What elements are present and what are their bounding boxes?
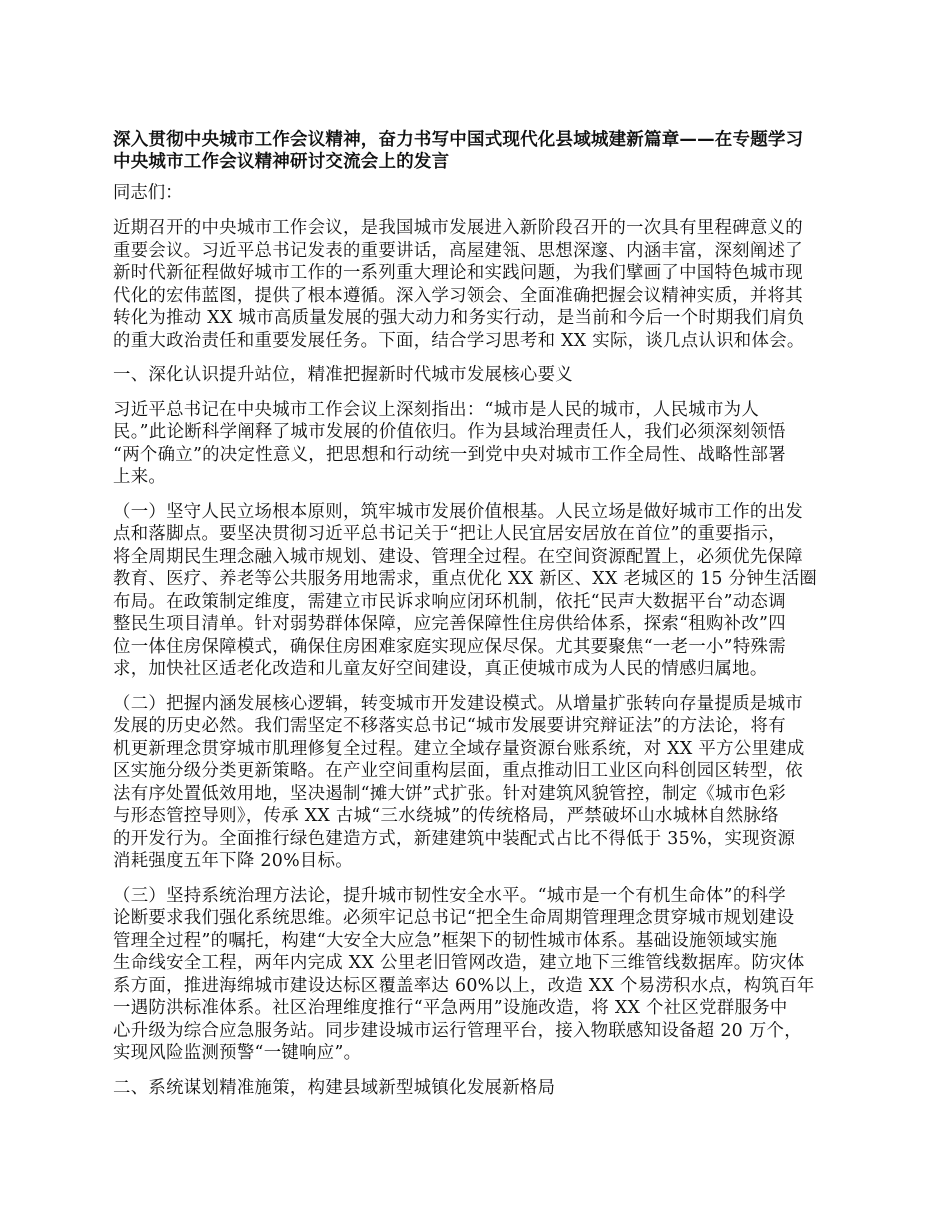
text-line: 重要会议。习近平总书记发表的重要讲话，高屋建瓴、思想深邃、内涵丰富，深刻阐述了: [113, 240, 803, 261]
text-line: 求，加快社区适老化改造和儿童友好空间建设，真正使城市成为人民的情感归属地。: [113, 659, 768, 679]
section1-intro-paragraph: [113, 399, 837, 489]
intro-paragraph: [113, 217, 837, 352]
text-line: 将全周期民生理念融入城市规划、建设、管理全过程。在空间资源配置上，必须优先保障: [113, 546, 803, 567]
text-line: 整民生项目清单。针对弱势群体保障，应完善保障性住房供给体系，探索“租购补改”四: [113, 614, 786, 634]
title-line: 深入贯彻中央城市工作会议精神，奋力书写中国式现代化县域城建新篇章——在专题学习: [113, 130, 804, 150]
text-line: 生命线安全工程，两年内完成 XX 公里老旧管网改造，建立地下三维管线数据库。防灾体: [113, 953, 805, 973]
text-line: 系方面，推进海绵城市建设达标区覆盖率达 60%以上，改造 XX 个易涝积水点，构筑百年: [113, 975, 815, 996]
document-title: [113, 129, 837, 173]
text-line: 心升级为综合应急服务站。同步建设城市运行管理平台，接入物联感知设备超 20 万个，: [113, 1020, 802, 1041]
text-line: 位一体住房保障模式，确保住房困难家庭实现应保尽保。尤其要聚焦“一老一小”特殊需: [113, 636, 786, 657]
text-line: （三）坚持系统治理方法论，提升城市韧性安全水平。“城市是一个有机生命体”的科学: [113, 885, 786, 906]
text-line: 转化为推动 XX 城市高质量发展的强大动力和务实行动，是当前和今后一个时期我们肩负: [113, 308, 805, 328]
text-line: 消耗强度五年下降 20%目标。: [113, 851, 353, 871]
text-line: 近期召开的中央城市工作会议，是我国城市发展进入新阶段召开的一次具有里程碑意义的: [113, 218, 803, 238]
section-heading-1: 一、深化认识提升站位，精准把握新时代城市发展核心要义: [113, 365, 573, 385]
text-line: 发展的历史必然。我们需坚定不移落实总书记“城市发展要讲究辩证法”的方法论，将有: [113, 716, 786, 736]
text-line: 法有序处置低效用地，坚决遏制“摊大饼”式扩张。针对建筑风貌管控，制定《城市色彩: [113, 783, 786, 804]
title-line: 中央城市工作会议精神研讨交流会上的发言: [113, 152, 450, 172]
text-line: （一）坚守人民立场根本原则，筑牢城市发展价值根基。人民立场是做好城市工作的出发: [113, 501, 803, 522]
text-line: 教育、医疗、养老等公共服务用地需求，重点优化 XX 新区、XX 老城区的 15 分钟生活圈: [113, 569, 818, 589]
text-line: 论断要求我们强化系统思维。必须牢记总书记“把全生命周期管理理念贯穿城市规划建设: [113, 908, 795, 928]
text-line: 与形态管控导则》，传承 XX 古城“三水绕城”的传统格局，严禁破坏山水城林自然脉络: [113, 806, 779, 826]
text-line: 新时代新征程做好城市工作的一系列重大理论和实践问题，为我们擘画了中国特色城市现: [113, 263, 803, 283]
text-line: 管理全过程”的嘱托，构建“大安全大应急”框架下的韧性城市体系。基础设施领域实施: [113, 930, 778, 951]
section-heading-2: 二、系统谋划精准施策，构建县域新型城镇化发展新格局: [113, 1077, 556, 1098]
text-line: 点和落脚点。要坚决贯彻习近平总书记关于“把让人民宜居安居放在首位”的重要指示，: [113, 524, 786, 544]
document-page: [113, 129, 837, 1111]
point-1-paragraph: [113, 501, 837, 681]
text-line: 上来。: [113, 467, 167, 487]
salutation: 同志们：: [113, 183, 183, 203]
text-line: 一遇防洪标准体系。社区治理维度推行“平急两用”设施改造，将 XX 个社区党群服务中: [113, 998, 788, 1018]
point-3-paragraph: [113, 885, 837, 1065]
text-line: “两个确立”的决定性意义，把思想和行动统一到党中央对城市工作全局性、战略性部署: [113, 444, 786, 465]
text-line: （二）把握内涵发展核心逻辑，转变城市开发建设模式。从增量扩张转向存量提质是城市: [113, 693, 803, 714]
text-line: 实现风险监测预警“一键响应”。: [113, 1043, 362, 1063]
text-line: 布局。在政策制定维度，需建立市民诉求响应闭环机制，依托“民声大数据平台”动态调: [113, 591, 786, 612]
text-line: 的开发行为。全面推行绿色建造方式，新建建筑中装配式占比不得低于 35%，实现资源: [113, 828, 796, 849]
text-line: 的重大政治责任和重要发展任务。下面，结合学习思考和 XX 实际，谈几点认识和体会。: [113, 330, 805, 351]
text-line: 机更新理念贯穿城市肌理修复全过程。建立全域存量资源台账系统，对 XX 平方公里建成: [113, 738, 805, 759]
text-line: 民。”此论断科学阐释了城市发展的价值依归。作为县域治理责任人，我们必须深刻领悟: [113, 422, 786, 442]
text-line: 代化的宏伟蓝图，提供了根本遵循。深入学习领会、全面准确把握会议精神实质，并将其: [113, 285, 803, 306]
point-2-paragraph: [113, 693, 837, 873]
text-line: 区实施分级分类更新策略。在产业空间重构层面，重点推动旧工业区向科创园区转型，依: [113, 761, 803, 781]
text-line: 习近平总书记在中央城市工作会议上深刻指出：“城市是人民的城市，人民城市为人: [113, 399, 760, 420]
